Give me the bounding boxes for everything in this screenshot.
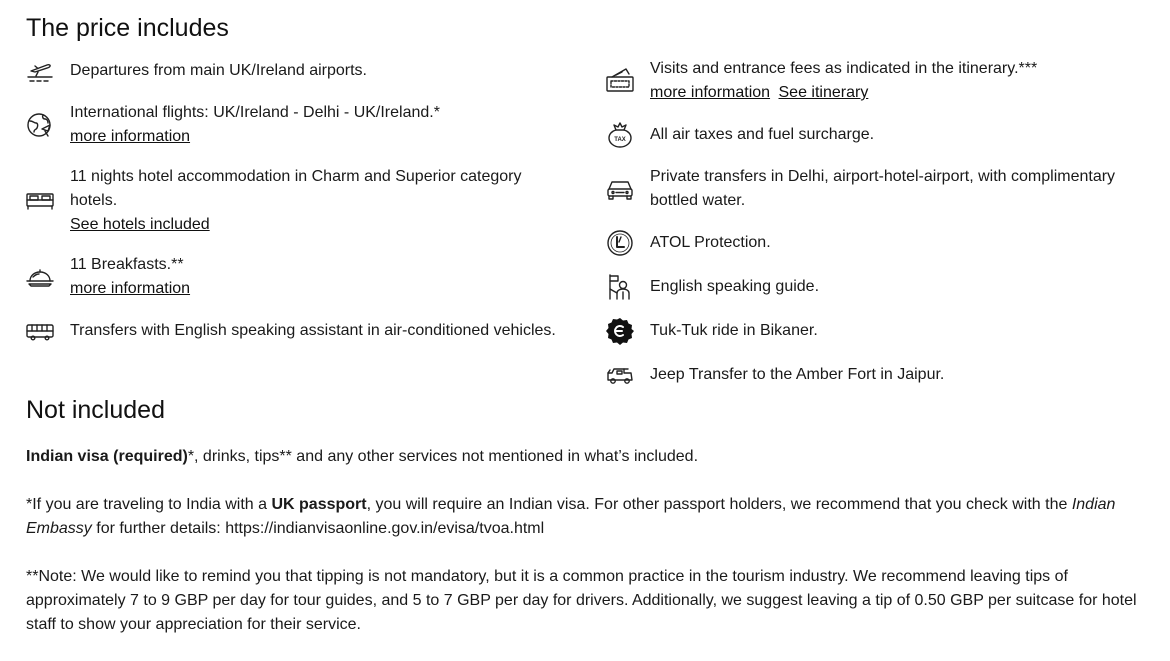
include-item <box>606 273 1146 301</box>
more-information-link[interactable]: more information <box>70 280 191 297</box>
include-text: Departures from main UK/Ireland airports. <box>70 62 367 79</box>
bus-icon <box>26 317 54 345</box>
includes-title: The price includes <box>26 14 229 42</box>
tip-note: **Note: We would like to remind you that tipping is not mandatory, but it is a common practice in the tourism industry. We recommend leaving tips of approximately 7 to 9 GBP per day for tour guides, and 5 to 7 GBP per day for drivers. Additionally, we suggest leaving a tip of 0.50 GBP per suitcase for hotel staff to show your appreciation for their service. <box>26 568 1137 633</box>
include-item <box>26 253 566 301</box>
visa-required-label: Indian visa (required) <box>26 448 188 465</box>
svg-text:TAX: TAX <box>614 137 626 143</box>
include-text: Transfers with English speaking assistant in air-conditioned vehicles. <box>70 322 556 339</box>
not-included-rest: *, drinks, tips** and any other services not mentioned in what’s included. <box>187 448 699 465</box>
include-item <box>26 57 566 85</box>
ticket-icon <box>606 67 634 95</box>
include-item <box>606 165 1146 213</box>
not-included-section <box>26 445 1146 661</box>
tax-piggy-icon <box>606 121 634 149</box>
include-item <box>26 165 566 237</box>
include-item <box>606 361 1146 389</box>
include-text: Visits and entrance fees as indicated in the itinerary.*** <box>650 60 1038 77</box>
visa-note-part2: , you will require an Indian visa. For other passport holders, we recommend that you check with the <box>366 496 1072 513</box>
see-itinerary-link[interactable]: See itinerary <box>778 84 869 101</box>
include-text: 11 nights hotel accommodation in Charm and Superior category hotels. <box>70 168 522 209</box>
visa-note <box>26 493 1146 541</box>
bed-icon <box>26 187 54 215</box>
include-text: International flights: UK/Ireland - Delhi - UK/Ireland.* <box>70 104 440 121</box>
include-text: 11 Breakfasts.** <box>70 256 184 273</box>
include-item <box>606 229 1146 257</box>
atol-icon <box>606 229 634 257</box>
uk-passport-label: UK passport <box>271 496 367 513</box>
include-text: Tuk-Tuk ride in Bikaner. <box>650 322 818 339</box>
include-item <box>606 317 1146 345</box>
include-text: Private transfers in Delhi, airport-hotel-airport, with complimentary bottled water. <box>650 168 1116 209</box>
include-item <box>606 121 1146 149</box>
visa-note-part1: *If you are traveling to India with a <box>26 496 272 513</box>
breakfast-cloche-icon <box>26 263 54 291</box>
airplane-icon <box>26 57 54 85</box>
more-information-link[interactable]: more information <box>650 84 771 101</box>
include-text: Jeep Transfer to the Amber Fort in Jaipur. <box>650 366 945 383</box>
jeep-icon <box>606 361 634 389</box>
not-included-summary <box>26 445 1146 469</box>
include-text: All air taxes and fuel surcharge. <box>650 126 875 143</box>
include-text: ATOL Protection. <box>650 234 771 251</box>
visa-note-part3: for further details: https://indianvisaonline.gov.in/evisa/tvoa.html <box>91 520 545 537</box>
globe-flight-icon <box>26 111 54 139</box>
not-included-title: Not included <box>26 396 165 424</box>
include-item <box>606 57 1146 105</box>
include-text: English speaking guide. <box>650 278 820 295</box>
include-item <box>26 317 566 345</box>
car-icon <box>606 175 634 203</box>
more-information-link[interactable]: more information <box>70 128 191 145</box>
include-item <box>26 101 566 149</box>
indian-embassy-label: Indian Embassy <box>26 496 1116 537</box>
see-hotels-link[interactable]: See hotels included <box>70 216 210 233</box>
includes-left-column <box>26 57 566 361</box>
includes-right-column <box>606 57 1146 405</box>
tuktuk-badge-icon <box>606 317 634 345</box>
guide-flag-icon <box>606 273 634 301</box>
